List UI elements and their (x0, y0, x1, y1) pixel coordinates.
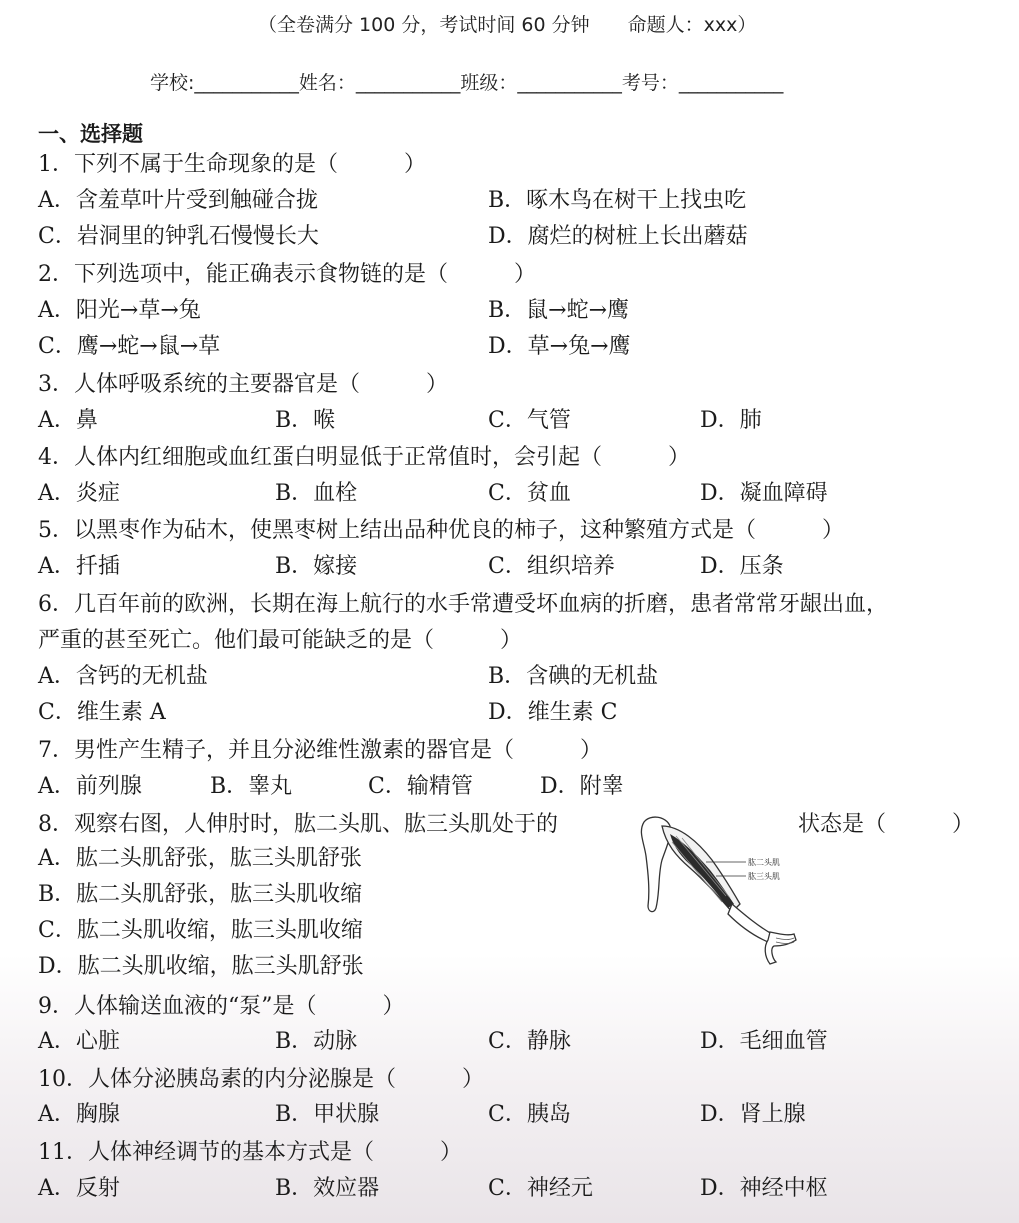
question-6-option-a: A．含钙的无机盐 (38, 664, 208, 689)
question-9-option-c: C．静脉 (488, 1029, 571, 1054)
question-8-option-c: C．肱二头肌收缩，肱三头肌收缩 (38, 918, 363, 943)
question-8-stem: 8．观察右图，人伸肘时，肱二头肌、肱三头肌处于的 (38, 812, 558, 837)
question-4-option-d: D．凝血障碍 (700, 481, 828, 506)
question-5-option-d: D．压条 (700, 554, 784, 579)
question-8-option-a: A．肱二头肌舒张，肱三头肌舒张 (38, 846, 362, 871)
student-info-line: 学校:___________姓名：___________班级：___________考号：___________ (150, 72, 784, 94)
question-3-option-c: C．气管 (488, 408, 571, 433)
question-8-option-d: D．肱二头肌收缩，肱三头肌舒张 (38, 954, 364, 979)
question-10-option-d: D．肾上腺 (700, 1102, 806, 1127)
question-5-stem: 5．以黑枣作为砧木，使黑枣树上结出品种优良的柿子，这种繁殖方式是（ ） (38, 518, 844, 543)
question-10-option-b: B．甲状腺 (275, 1102, 380, 1127)
figure-label-biceps: 肱二头肌 (748, 858, 780, 867)
question-7-option-b: B．睾丸 (210, 774, 293, 799)
question-5-option-a: A．扦插 (38, 554, 120, 579)
question-3-option-b: B．喉 (275, 408, 336, 433)
question-7-stem: 7．男性产生精子，并且分泌维性激素的器官是（ ） (38, 738, 602, 763)
question-8-stem-tail: 状态是（ ） (798, 812, 975, 837)
question-2-stem: 2．下列选项中，能正确表示食物链的是（ ） (38, 262, 536, 287)
question-7-option-c: C．输精管 (368, 774, 473, 799)
question-6-stem: 6．几百年前的欧洲，长期在海上航行的水手常遭受坏血病的折磨，患者常常牙龈出血， (38, 592, 888, 617)
question-3-option-a: A．鼻 (38, 408, 98, 433)
question-7-option-d: D．附睾 (540, 774, 624, 799)
question-2-option-d: D．草→兔→鹰 (488, 334, 631, 359)
question-4-option-a: A．炎症 (38, 481, 120, 506)
question-10-stem: 10．人体分泌胰岛素的内分泌腺是（ ） (38, 1067, 484, 1092)
question-3-option-d: D．肺 (700, 408, 762, 433)
question-1-stem: 1．下列不属于生命现象的是（ ） (38, 152, 426, 177)
question-2-option-b: B．鼠→蛇→鹰 (488, 298, 630, 323)
question-6-option-d: D．维生素 C (488, 700, 618, 725)
question-6-option-c: C．维生素 A (38, 700, 166, 725)
question-9-option-a: A．心脏 (38, 1029, 120, 1054)
question-8-option-b: B．肱二头肌舒张，肱三头肌收缩 (38, 882, 363, 907)
question-1-option-c: C．岩洞里的钟乳石慢慢长大 (38, 224, 319, 249)
section-title: 一、选择题 (38, 122, 143, 146)
question-5-option-b: B．嫁接 (275, 554, 358, 579)
question-6-stem-continued: 严重的甚至死亡。他们最可能缺乏的是（ ） (38, 628, 523, 653)
arm-muscle-figure (636, 812, 806, 972)
question-10-option-a: A．胸腺 (38, 1102, 120, 1127)
exam-subtitle: （全卷满分 100 分，考试时间 60 分钟 命题人：xxx） (258, 14, 757, 36)
question-11-option-d: D．神经中枢 (700, 1176, 828, 1201)
question-4-option-c: C．贫血 (488, 481, 571, 506)
question-1-option-a: A．含羞草叶片受到触碰合拢 (38, 188, 318, 213)
question-2-option-c: C．鹰→蛇→鼠→草 (38, 334, 221, 359)
question-1-option-b: B．啄木鸟在树干上找虫吃 (488, 188, 747, 213)
question-4-option-b: B．血栓 (275, 481, 358, 506)
question-10-option-c: C．胰岛 (488, 1102, 571, 1127)
question-5-option-c: C．组织培养 (488, 554, 615, 579)
question-11-option-c: C．神经元 (488, 1176, 593, 1201)
figure-label-triceps: 肱三头肌 (748, 872, 780, 881)
question-1-option-d: D．腐烂的树桩上长出蘑菇 (488, 224, 748, 249)
question-11-option-a: A．反射 (38, 1176, 120, 1201)
question-6-option-b: B．含碘的无机盐 (488, 664, 659, 689)
question-9-option-b: B．动脉 (275, 1029, 358, 1054)
question-4-stem: 4．人体内红细胞或血红蛋白明显低于正常值时，会引起（ ） (38, 445, 690, 470)
question-11-option-b: B．效应器 (275, 1176, 380, 1201)
question-9-option-d: D．毛细血管 (700, 1029, 828, 1054)
question-3-stem: 3．人体呼吸系统的主要器官是（ ） (38, 372, 448, 397)
question-7-option-a: A．前列腺 (38, 774, 142, 799)
question-9-stem: 9．人体输送血液的“泵”是（ ） (38, 994, 405, 1019)
question-2-option-a: A．阳光→草→兔 (38, 298, 201, 323)
question-11-stem: 11．人体神经调节的基本方式是（ ） (38, 1140, 462, 1165)
